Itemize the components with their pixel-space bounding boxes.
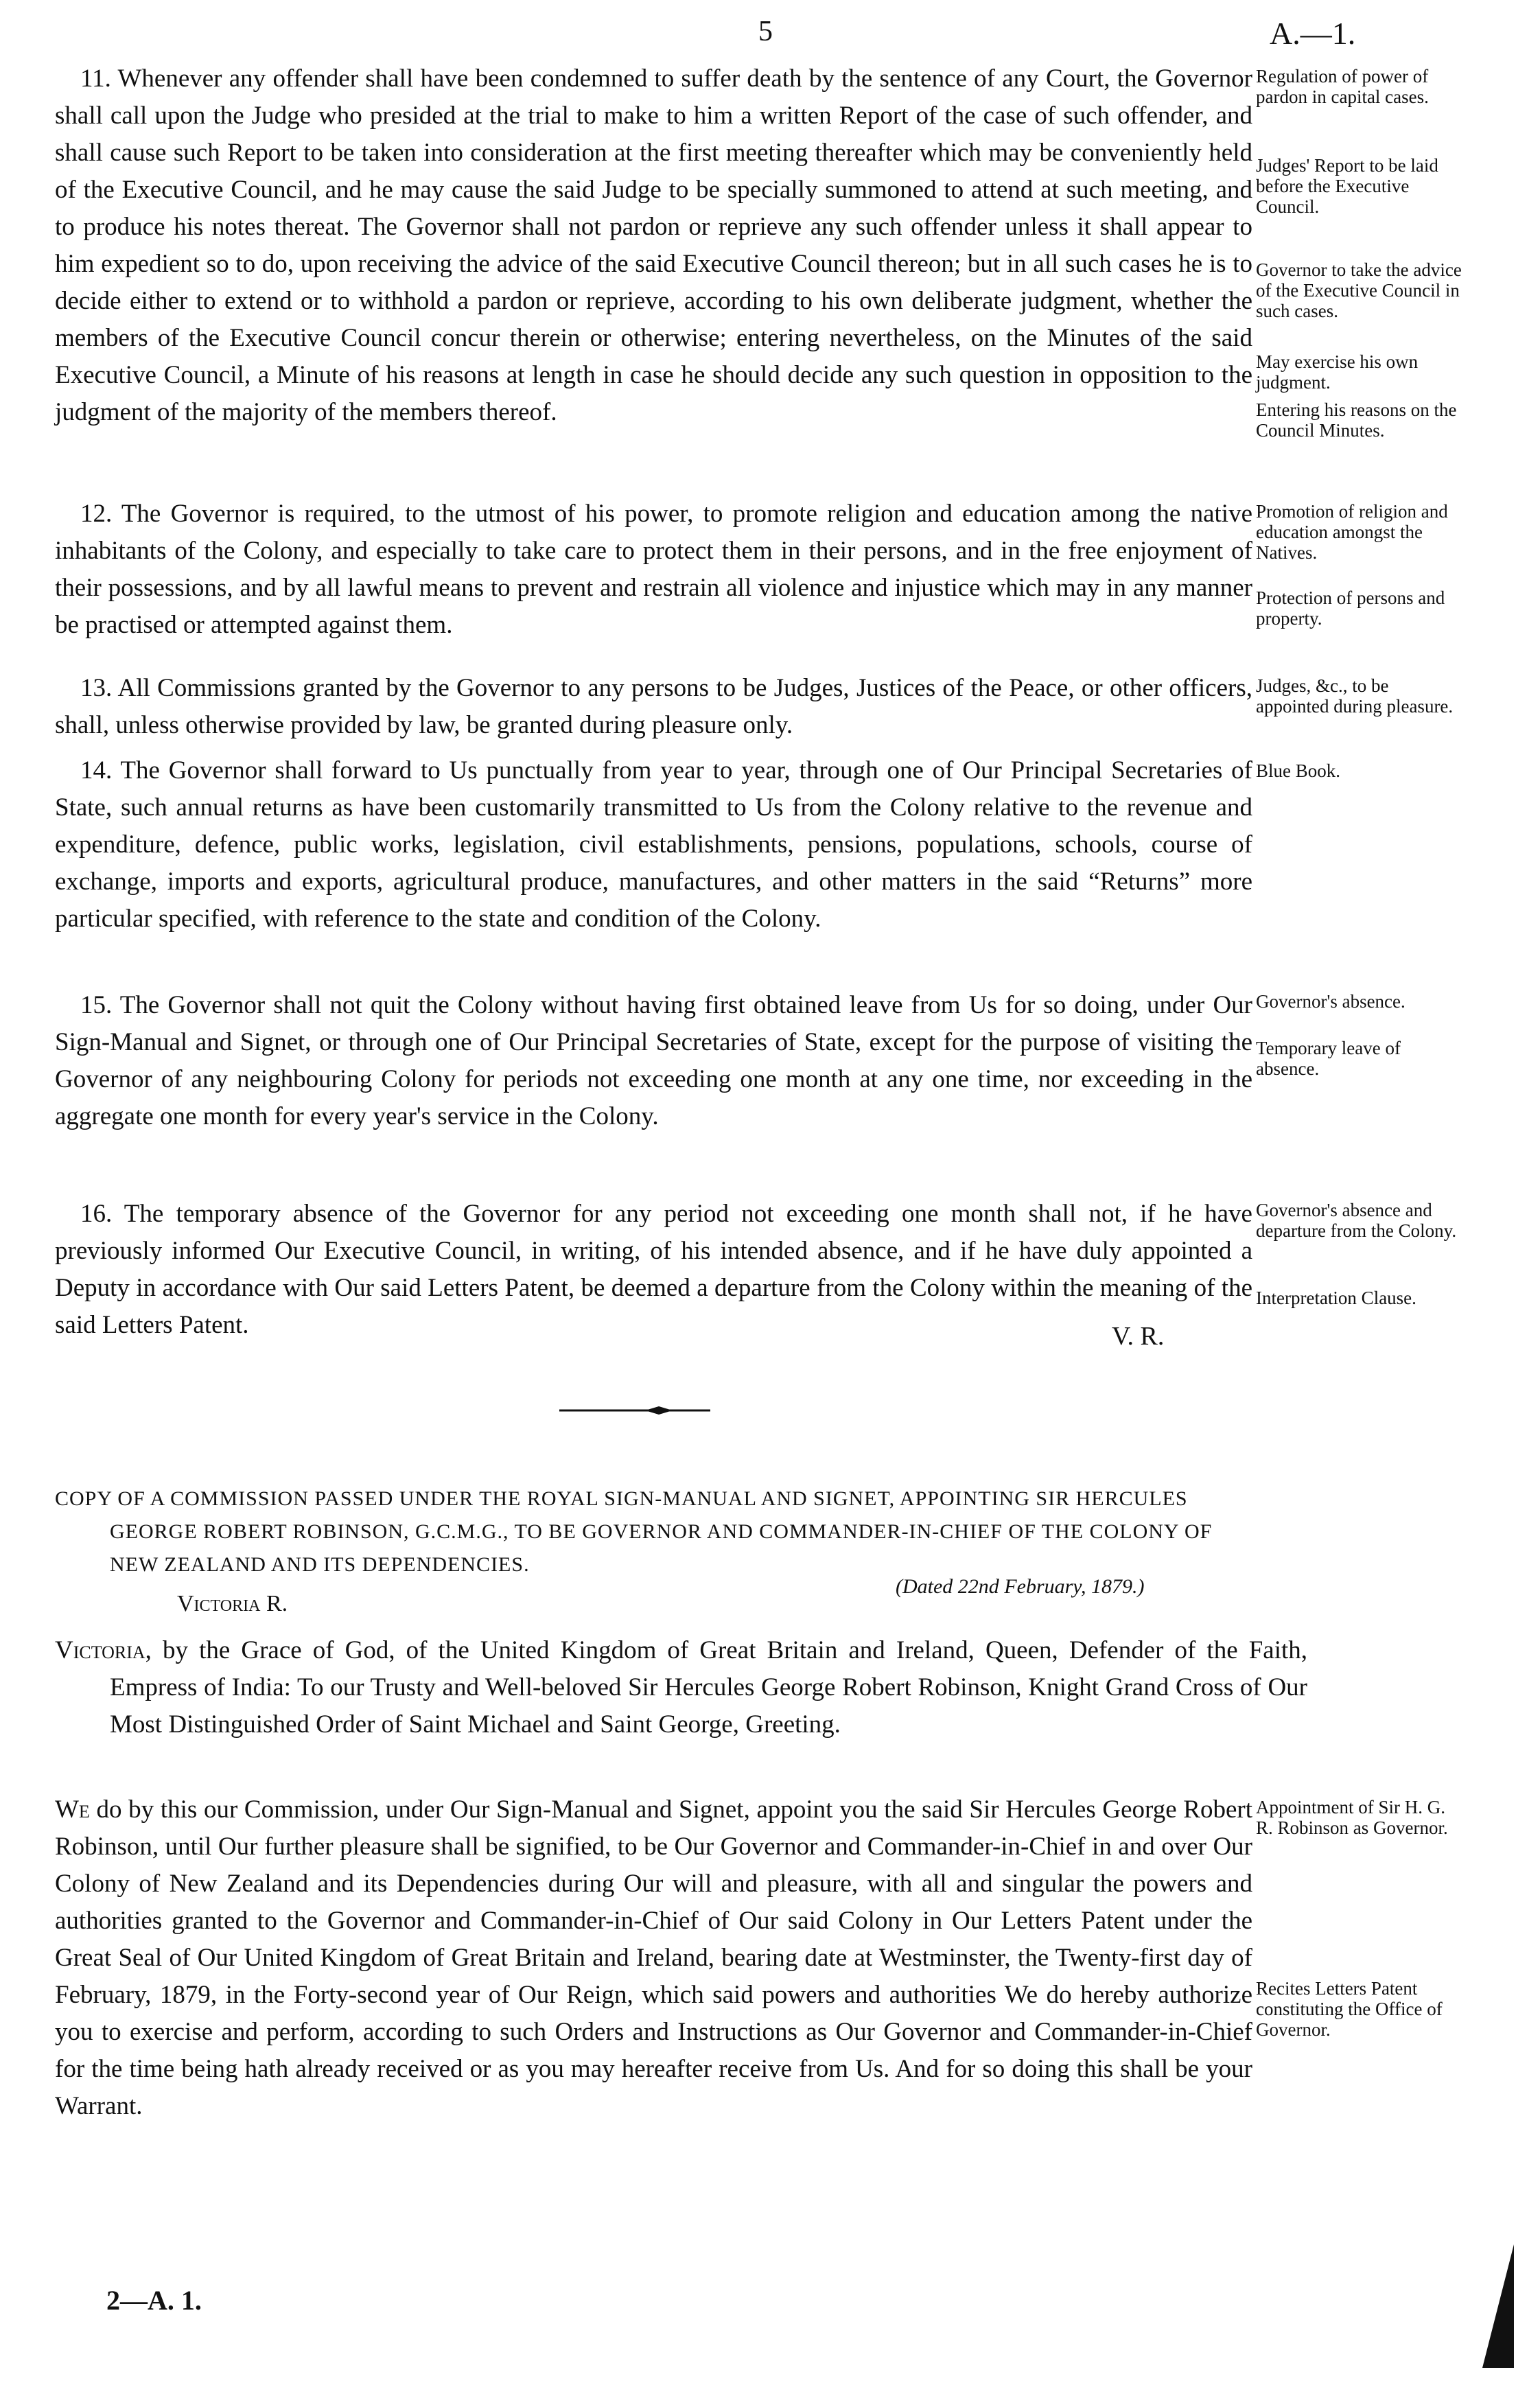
margin-note: Regulation of power of pardon in capital cases. — [1256, 66, 1429, 107]
margin-note: Temporary leave of absence. — [1256, 1038, 1401, 1079]
clause-text: The Governor shall not quit the Colony without having first obtained leave from Us for so doing, under Our Sign-Manual and Signet, or through one of Our Principal Secretaries of State, except for the purpose of visiting the Governor of any neighbouring Colony for periods not exceeding one month at any one time, nor exceeding in the aggregate one month for every year's service in the Colony. — [55, 991, 1252, 1130]
address-text: by the Grace of God, of the United Kingdom of Great Britain and Ireland, Queen, Defender of the Faith, Empress of India: To our Trusty and Well-beloved Sir Hercules George Robert Robinson, Knight Grand Cross of Our Most Distinguished Order of Saint Michael and Saint George, Greeting. — [110, 1636, 1308, 1739]
clause-number: 16. — [80, 1200, 113, 1228]
clause-13 — [55, 670, 1252, 744]
signature-mark: 2—A. 1. — [106, 2285, 202, 2316]
margin-note: Protection of persons and property. — [1256, 588, 1445, 629]
ornamental-rule — [559, 1402, 710, 1419]
margin-note: May exercise his own judgment. — [1256, 351, 1419, 393]
commission-heading — [55, 1483, 1252, 1581]
clause-number: 15. — [80, 991, 113, 1019]
margin-note: Governor's absence. — [1256, 991, 1405, 1012]
commission-date: (Dated 22nd February, 1879.) — [896, 1575, 1145, 1598]
body-lead: We — [55, 1795, 90, 1824]
clause-text: All Commissions granted by the Governor to any persons to be Judges, Justices of the Peace, or other officers, shall, unless otherwise provided by law, be granted during pleasure only. — [55, 674, 1252, 739]
clause-11 — [55, 60, 1252, 431]
clause-number: 13. — [80, 674, 113, 702]
margin-note: Entering his reasons on the Council Minutes. — [1256, 399, 1457, 441]
page-number: 5 — [758, 16, 773, 47]
body-text: do by this our Commission, under Our Sign-Manual and Signet, appoint you the said Sir Hercules George Robert Robinson, until Our further pleasure shall be signified, to be Our Governor and Commander-in-Chief in and over Our Colony of New Zealand and its Dependencies during Our will and pleasure, with all and singular the powers and authorities granted to the Governor and Commander-in-Chief of Our said Colony in Our Letters Patent under the Great Seal of Our United Kingdom of Great Britain and Ireland, bearing date at Westminster, the Twenty-first day of February, 1879, in the Forty-second year of Our Reign, which said powers and authorities We do hereby authorize you to exercise and perform, according to such Orders and Instructions as Our Governor and Commander-in-Chief for the time being hath already received or as you may hereafter receive from Us. And for so doing this shall be your Warrant. — [55, 1795, 1253, 2120]
clause-text: The Governor shall forward to Us punctually from year to year, through one of Our Principal Secretaries of State, such annual returns as have been customarily transmitted to Us from the Colony relative to the revenue and expenditure, defence, public works, legislation, civil establishments, pensions, populations, schools, course of exchange, imports and exports, agricultural produce, manufactures, and other matters in the said “Returns” more particular specified, with reference to the state and condition of the Colony. — [55, 756, 1252, 933]
address-lead: Victoria, — [55, 1636, 152, 1664]
clause-text: The temporary absence of the Governor for any period not exceeding one month shall not, if he have previously informed Our Executive Council, in writing, of his intended absence, and if he have duly appointed a Deputy in accordance with Our said Letters Patent, be deemed a departure from the Colony within the meaning of the said Letters Patent. — [55, 1200, 1252, 1339]
clause-number: 14. — [80, 756, 113, 784]
clause-text: The Governor is required, to the utmost of his power, to promote religion and education among the native inhabitants of the Colony, and especially to take care to protect them in their persons, and in the free enjoyment of their possessions, and by all lawful means to prevent and restrain all violence and injustice which may in any manner be practised or attempted against them. — [55, 500, 1252, 639]
clause-text: Whenever any offender shall have been condemned to suffer death by the sentence of any Court, the Governor shall call upon the Judge who presided at the trial to make to him a written Report of the case of such offender, and shall cause such Report to be taken into consideration at the first meeting thereafter which may be conveniently held of the Executive Council, and he may cause the said Judge to be specially summoned to attend at such meeting, and to produce his notes thereat. The Governor shall not pardon or reprieve any such offender unless it shall appear to him expedient so to do, upon receiving the advice of the said Executive Council thereon; but in all such cases he is to decide either to extend or to withhold a pardon or reprieve, according to his own deliberate judgment, whether the members of the Executive Council concur therein or otherwise; entering nevertheless, on the Minutes of the said Executive Council, a Minute of his reasons at length in case he should decide any such question in opposition to the judgment of the majority of the members thereof. — [55, 65, 1252, 426]
margin-note: Appointment of Sir H. G. R. Robinson as Governor. — [1256, 1797, 1448, 1838]
clause-15 — [55, 987, 1252, 1135]
signature-initials: V. R. — [1112, 1322, 1165, 1351]
commission-address — [55, 1632, 1307, 1743]
margin-note: Judges' Report to be laid before the Executive Council. — [1256, 155, 1438, 217]
margin-note: Governor to take the advice of the Executive Council in such cases. — [1256, 259, 1462, 321]
margin-note: Judges, &c., to be appointed during pleasure. — [1256, 675, 1454, 717]
clause-number: 11. — [80, 65, 111, 93]
margin-note: Governor's absence and departure from the Colony. — [1256, 1200, 1457, 1241]
commission-title: COPY OF A COMMISSION PASSED UNDER THE ROYAL SIGN-MANUAL AND SIGNET, APPOINTING SIR HERCULES GEORGE ROBERT ROBINSON, G.C.M.G., TO BE GOVERNOR AND COMMANDER-IN-CHIEF OF THE COLONY OF NEW ZEALAND AND ITS DEPENDENCIES. — [55, 1487, 1213, 1576]
margin-note: Blue Book. — [1256, 760, 1341, 781]
clause-12 — [55, 496, 1252, 644]
clause-16 — [55, 1196, 1252, 1344]
printer-wedge-mark — [1481, 2244, 1515, 2368]
document-reference: A.—1. — [1270, 16, 1356, 51]
margin-note: Recites Letters Patent constituting the Office of Governor. — [1256, 1978, 1443, 2040]
margin-note: Interpretation Clause. — [1256, 1288, 1416, 1308]
commission-body — [55, 1791, 1252, 2125]
margin-note: Promotion of religion and education amongst the Natives. — [1256, 501, 1448, 563]
clause-number: 12. — [80, 500, 113, 528]
royal-signature-line: Victoria R. — [177, 1591, 288, 1616]
clause-14 — [55, 752, 1252, 938]
